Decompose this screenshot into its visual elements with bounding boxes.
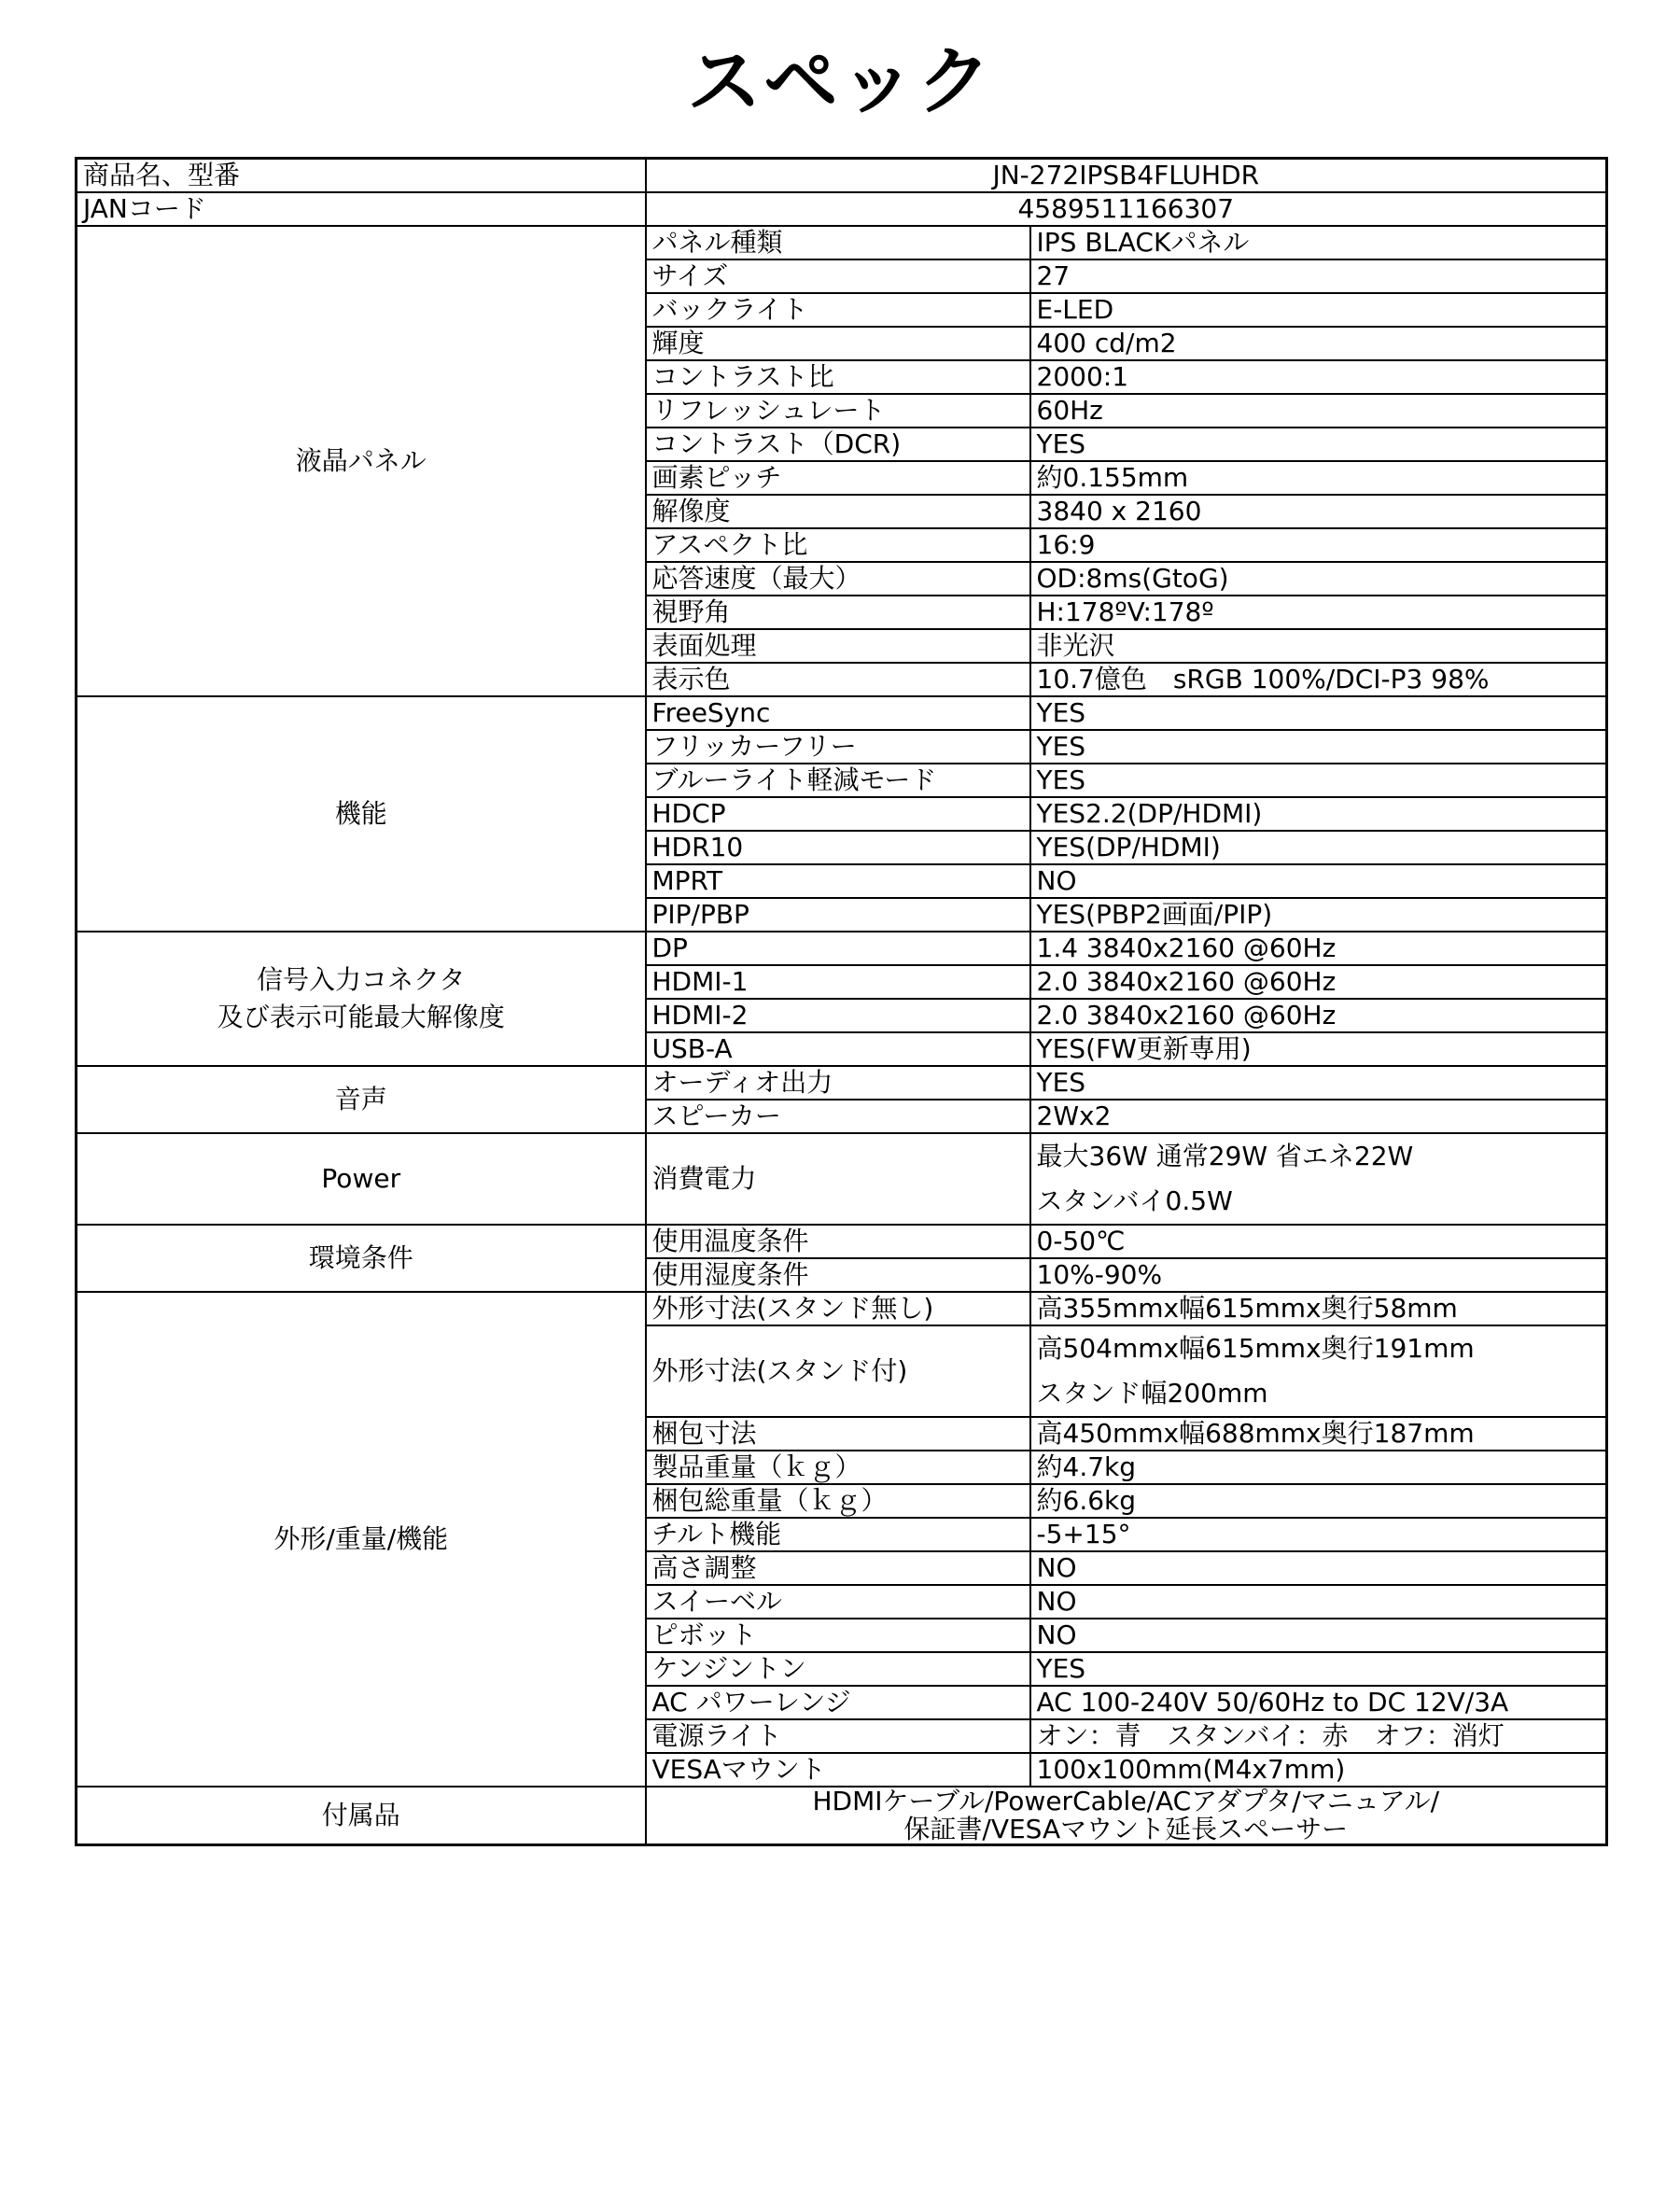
- spec-value: YES: [1030, 1652, 1607, 1686]
- spec-key: VESAマウント: [646, 1753, 1030, 1787]
- spec-value: 高355mmx幅615mmx奥行58mm: [1030, 1292, 1607, 1325]
- spec-key: USB-A: [646, 1032, 1030, 1066]
- spec-value: 2000:1: [1030, 360, 1607, 394]
- spec-key: スイーベル: [646, 1585, 1030, 1619]
- table-row: [77, 1225, 1607, 1258]
- table-row: [77, 1133, 1607, 1225]
- spec-value: AC 100-240V 50/60Hz to DC 12V/3A: [1030, 1686, 1607, 1719]
- spec-key: 電源ライト: [646, 1719, 1030, 1753]
- spec-key: サイズ: [646, 259, 1030, 293]
- category-line: 外形/重量/機能: [273, 1522, 449, 1554]
- accessories-line: HDMIケーブル/PowerCable/ACアダプタ/マニュアル/: [812, 1786, 1440, 1816]
- category-line: 液晶パネル: [295, 444, 427, 476]
- spec-value: YES(PBP2画面/PIP): [1030, 898, 1607, 932]
- spec-value: 100x100mm(M4x7mm): [1030, 1753, 1607, 1787]
- spec-key: 画素ピッチ: [646, 461, 1030, 495]
- spec-value: YES2.2(DP/HDMI): [1030, 797, 1607, 831]
- spec-key: スピーカー: [646, 1100, 1030, 1133]
- category-line: Power: [321, 1162, 401, 1194]
- spec-key: FreeSync: [646, 696, 1030, 730]
- row-label: 商品名、型番: [77, 159, 646, 192]
- spec-value: 2Wx2: [1030, 1100, 1607, 1133]
- spec-key: 応答速度（最大）: [646, 562, 1030, 596]
- spec-key: HDMI-1: [646, 965, 1030, 999]
- spec-value: 3840 x 2160: [1030, 495, 1607, 528]
- spec-key: チルト機能: [646, 1518, 1030, 1551]
- accessories-label: 付属品: [77, 1787, 646, 1845]
- spec-value: オン：青 スタンバイ：赤 オフ：消灯: [1030, 1719, 1607, 1753]
- category-line: 機能: [334, 797, 387, 829]
- spec-key: 製品重量（ｋｇ）: [646, 1451, 1030, 1484]
- spec-value: YES: [1030, 764, 1607, 797]
- spec-value: NO: [1030, 1619, 1607, 1652]
- table-row: [77, 192, 1607, 226]
- row-value: JN-272IPSB4FLUHDR: [646, 159, 1607, 192]
- spec-value: E-LED: [1030, 293, 1607, 327]
- spec-key: ブルーライト軽減モード: [646, 764, 1030, 797]
- spec-key: 外形寸法(スタンド無し): [646, 1292, 1030, 1325]
- spec-key: バックライト: [646, 293, 1030, 327]
- spec-value: YES: [1030, 1066, 1607, 1100]
- section-category: [77, 226, 646, 696]
- spec-value: 非光沢: [1030, 629, 1607, 663]
- spec-key: HDMI-2: [646, 999, 1030, 1032]
- spec-key: オーディオ出力: [646, 1066, 1030, 1100]
- spec-key: 表面処理: [646, 629, 1030, 663]
- accessories-value: [646, 1787, 1607, 1845]
- table-row: [77, 226, 1607, 259]
- spec-value: [1030, 1133, 1607, 1225]
- table-row: [77, 1292, 1607, 1325]
- spec-value: NO: [1030, 864, 1607, 898]
- spec-key: 高さ調整: [646, 1551, 1030, 1585]
- category-line: 及び表示可能最大解像度: [217, 1001, 505, 1032]
- spec-key: HDCP: [646, 797, 1030, 831]
- accessories-line: 保証書/VESAマウント延長スペーサー: [903, 1813, 1349, 1844]
- row-label: JANコード: [77, 192, 646, 226]
- spec-key: 梱包総重量（ｋｇ）: [646, 1484, 1030, 1518]
- page-title: スペック: [687, 38, 993, 125]
- spec-value: H:178ºV:178º: [1030, 596, 1607, 629]
- spec-value: -5+15°: [1030, 1518, 1607, 1551]
- spec-key: ケンジントン: [646, 1652, 1030, 1686]
- spec-key: 外形寸法(スタンド付): [646, 1325, 1030, 1417]
- spec-value-line: スタンバイ0.5W: [1036, 1185, 1233, 1216]
- spec-key: DP: [646, 932, 1030, 965]
- spec-value: [1030, 1325, 1607, 1417]
- spec-key: アスペクト比: [646, 528, 1030, 562]
- spec-key: 使用温度条件: [646, 1225, 1030, 1258]
- spec-key: 梱包寸法: [646, 1417, 1030, 1451]
- section-category: [77, 932, 646, 1066]
- spec-key: HDR10: [646, 831, 1030, 864]
- spec-key: MPRT: [646, 864, 1030, 898]
- spec-key: 使用湿度条件: [646, 1258, 1030, 1292]
- spec-value: 27: [1030, 259, 1607, 293]
- spec-value: OD:8ms(GtoG): [1030, 562, 1607, 596]
- spec-value: 0-50℃: [1030, 1225, 1607, 1258]
- spec-table: [75, 157, 1608, 1846]
- table-row: [77, 696, 1607, 730]
- spec-value: 10%-90%: [1030, 1258, 1607, 1292]
- spec-value: 約6.6kg: [1030, 1484, 1607, 1518]
- spec-value: NO: [1030, 1585, 1607, 1619]
- spec-key: パネル種類: [646, 226, 1030, 259]
- spec-key: コントラスト（DCR): [646, 428, 1030, 461]
- table-row: [77, 932, 1607, 965]
- spec-value: 1.4 3840x2160 @60Hz: [1030, 932, 1607, 965]
- table-row: [77, 159, 1607, 192]
- table-row: [77, 1066, 1607, 1100]
- spec-value: 10.7億色 sRGB 100%/DCI-P3 98%: [1030, 663, 1607, 696]
- spec-key: 視野角: [646, 596, 1030, 629]
- section-category: [77, 1225, 646, 1292]
- spec-value: 約4.7kg: [1030, 1451, 1607, 1484]
- spec-value: 16:9: [1030, 528, 1607, 562]
- spec-key: AC パワーレンジ: [646, 1686, 1030, 1719]
- spec-value: YES(FW更新専用): [1030, 1032, 1607, 1066]
- spec-value: 2.0 3840x2160 @60Hz: [1030, 999, 1607, 1032]
- spec-key: フリッカーフリー: [646, 730, 1030, 764]
- spec-value: 高450mmx幅688mmx奥行187mm: [1030, 1417, 1607, 1451]
- spec-key: 解像度: [646, 495, 1030, 528]
- section-category: [77, 1066, 646, 1133]
- spec-value: YES(DP/HDMI): [1030, 831, 1607, 864]
- section-category: [77, 696, 646, 932]
- spec-value: YES: [1030, 696, 1607, 730]
- spec-key: コントラスト比: [646, 360, 1030, 394]
- spec-value: YES: [1030, 730, 1607, 764]
- spec-value: 約0.155mm: [1030, 461, 1607, 495]
- category-line: 環境条件: [308, 1241, 413, 1273]
- spec-value: NO: [1030, 1551, 1607, 1585]
- spec-key: 表示色: [646, 663, 1030, 696]
- category-line: 音声: [334, 1083, 387, 1115]
- spec-value-line: 最大36W 通常29W 省エネ22W: [1036, 1140, 1414, 1171]
- spec-key: 輝度: [646, 327, 1030, 360]
- spec-value: 60Hz: [1030, 394, 1607, 428]
- spec-value: 2.0 3840x2160 @60Hz: [1030, 965, 1607, 999]
- spec-key: PIP/PBP: [646, 898, 1030, 932]
- spec-value: IPS BLACKパネル: [1030, 226, 1607, 259]
- spec-key: ピボット: [646, 1619, 1030, 1652]
- section-category: [77, 1292, 646, 1787]
- spec-value-line: スタンド幅200mm: [1036, 1377, 1268, 1409]
- section-category: [77, 1133, 646, 1225]
- category-line: 信号入力コネクタ: [257, 963, 466, 995]
- table-row: [77, 1787, 1607, 1845]
- row-value: 4589511166307: [646, 192, 1607, 226]
- spec-value: 400 cd/m2: [1030, 327, 1607, 360]
- spec-value-line: 高504mmx幅615mmx奥行191mm: [1036, 1332, 1475, 1364]
- spec-key: リフレッシュレート: [646, 394, 1030, 428]
- spec-key: 消費電力: [646, 1133, 1030, 1225]
- spec-value: YES: [1030, 428, 1607, 461]
